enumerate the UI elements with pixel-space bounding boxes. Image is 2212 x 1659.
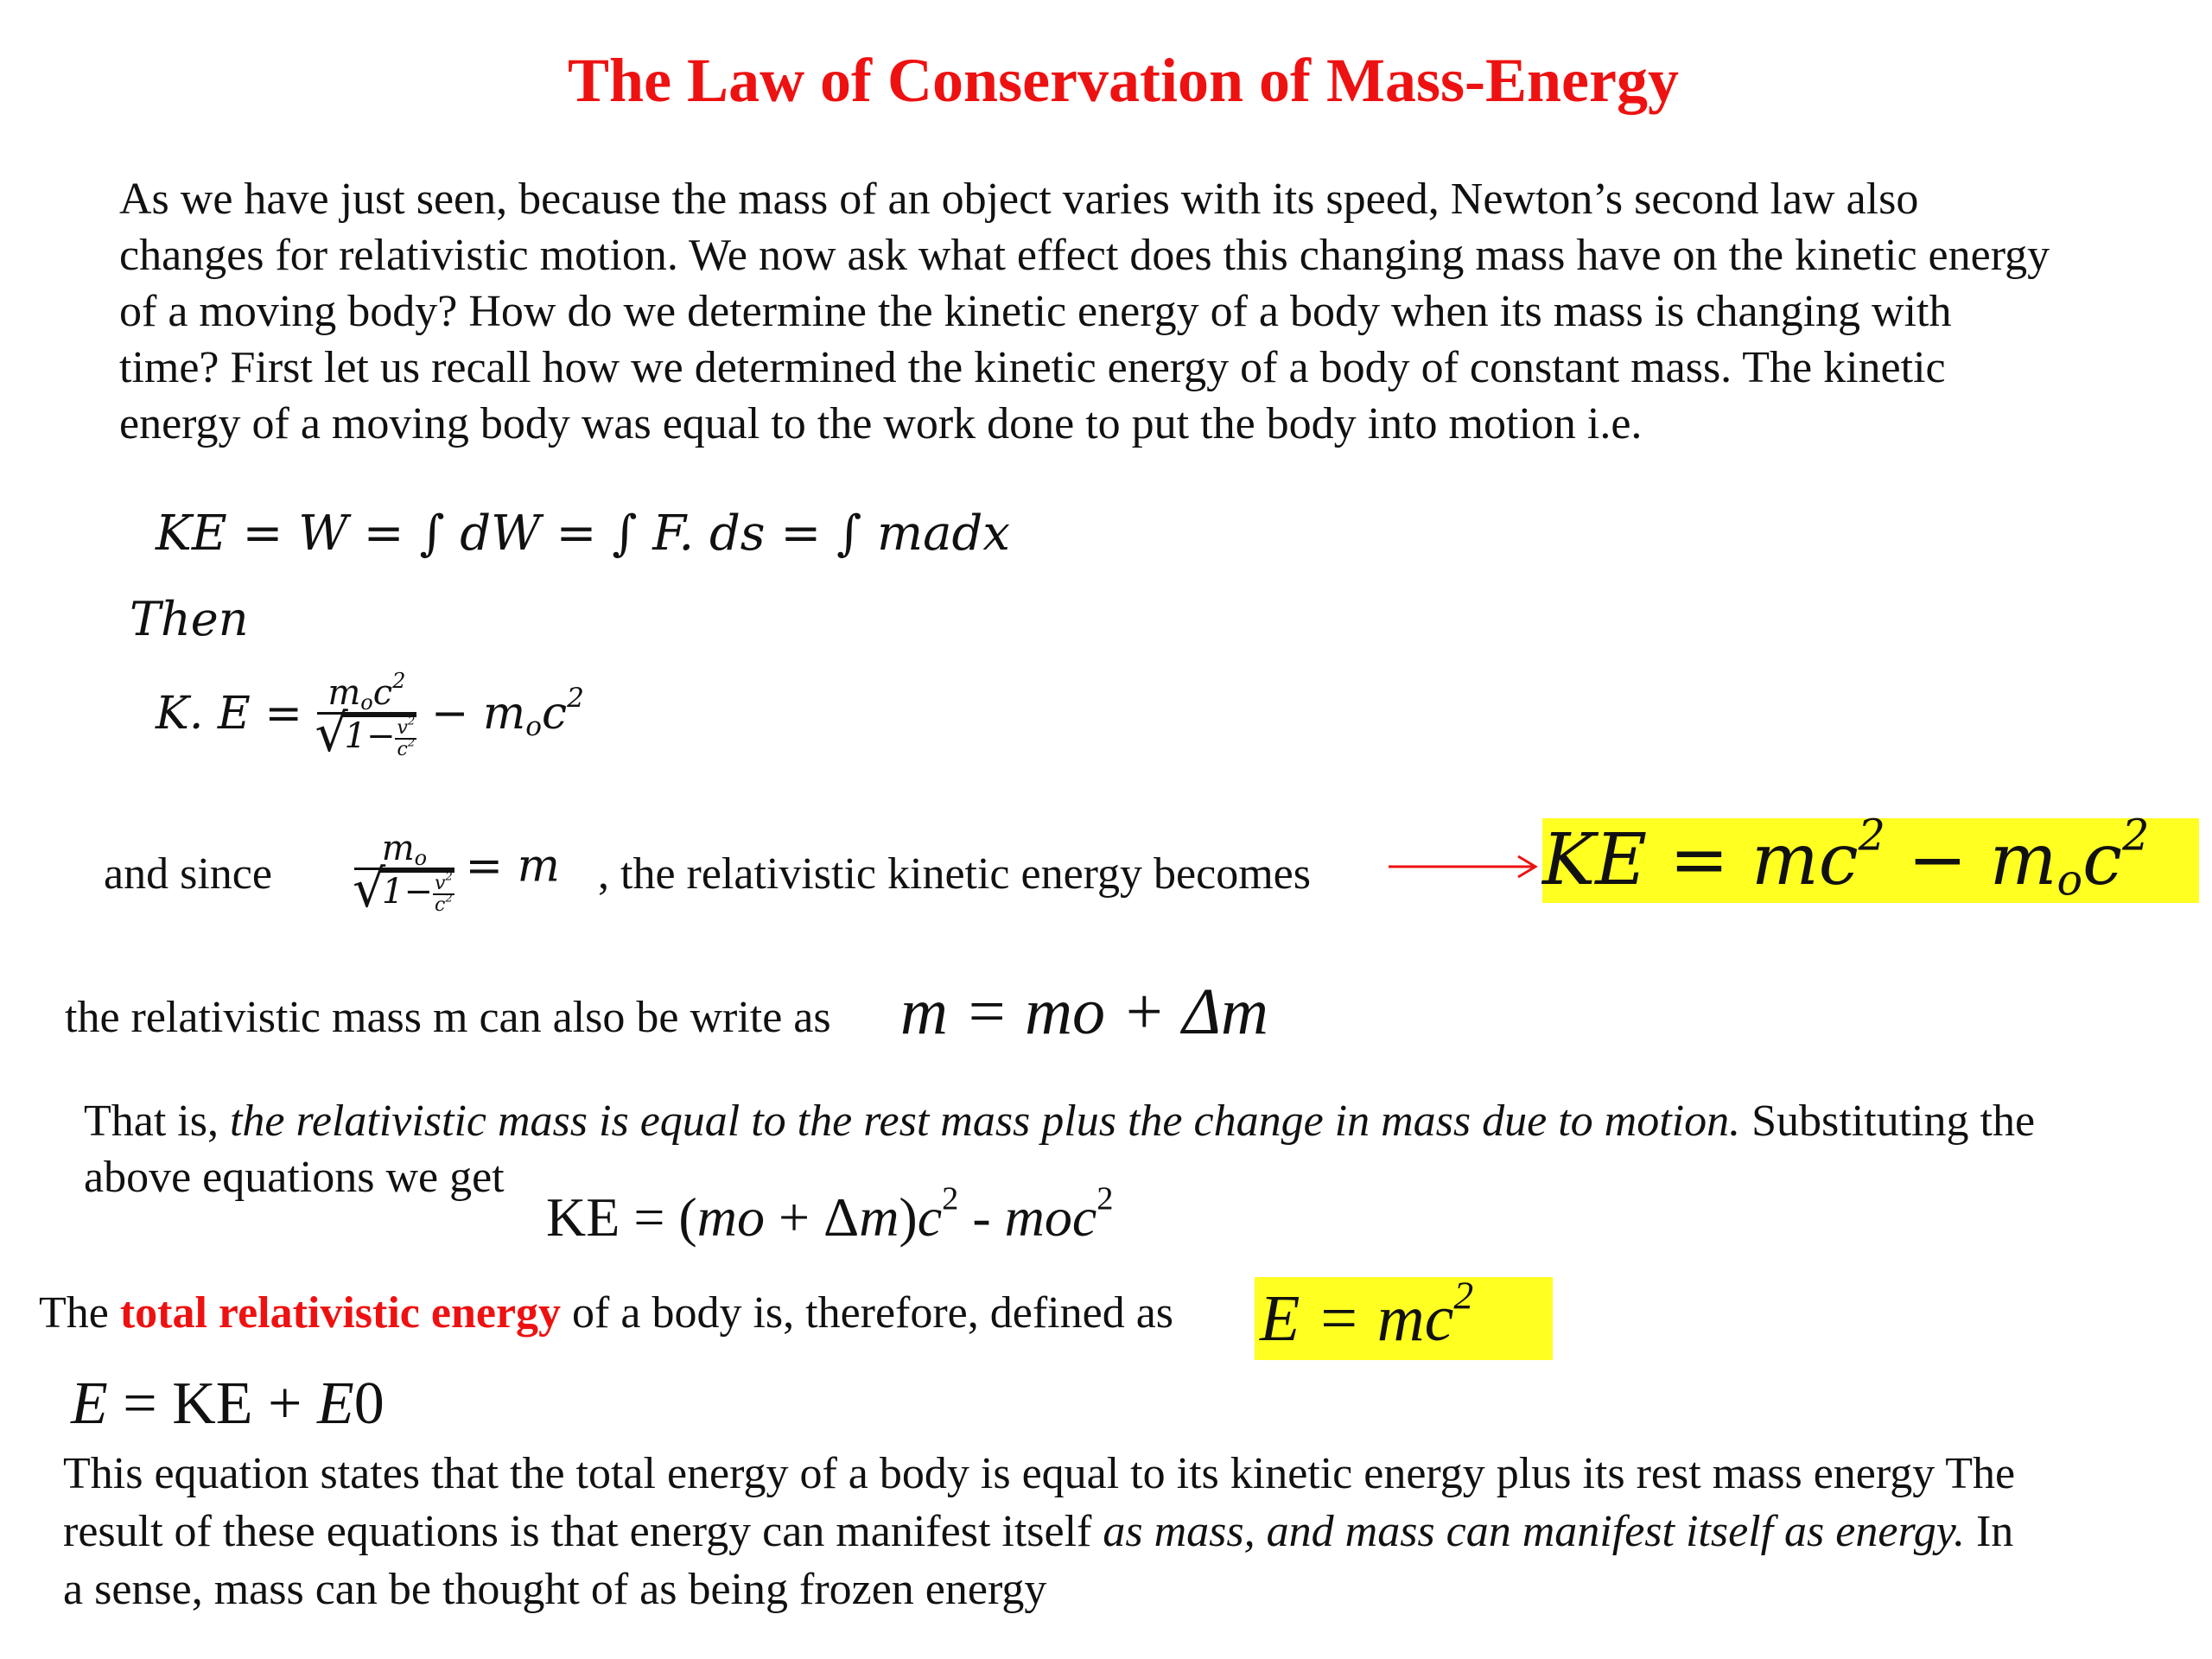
total-formula: E = mc <box>1260 1282 1454 1355</box>
sub-m2: m <box>859 1186 899 1248</box>
ke-num-sub: o <box>360 690 373 715</box>
intro-line: energy of a moving body was equal to the work done to put the body into motion i.e. <box>119 399 1643 448</box>
total-energy-line <box>39 1287 1173 1338</box>
and-since-label: and since <box>104 849 272 899</box>
eq-zero: 0 <box>353 1370 385 1437</box>
intro-line: changes for relativistic motion. We now ask what effect does this changing mass have on the kinetic energy <box>119 231 2050 280</box>
intro-line: As we have just seen, because the mass of an object varies with its speed, Newton’s second law also <box>119 175 1919 224</box>
sub-plus: + Δ <box>764 1186 860 1248</box>
hl-ke-lhs: KE = mc <box>1542 819 1859 901</box>
ke-sqrt <box>341 715 417 760</box>
ke-minus-m: − m <box>430 688 526 741</box>
ke-minus-sub: o <box>525 710 543 742</box>
ke-num-c: c <box>372 673 393 713</box>
sub-pow1: 2 <box>942 1180 959 1217</box>
eq-e: E <box>71 1370 108 1437</box>
closing-line2c: In <box>1964 1507 2014 1556</box>
since-rad-v: v <box>434 872 446 894</box>
ke-rad-pow: 2 <box>407 715 416 728</box>
intro-line: time? First let us recall how we determined the kinetic energy of a body of constant mass. The kinetic <box>119 343 1946 392</box>
sub-dash: - <box>958 1186 1005 1248</box>
sub-c1: c <box>917 1186 943 1248</box>
since-rad-pow: 2 <box>445 870 453 884</box>
sub-m3: moc <box>1004 1186 1097 1248</box>
ke-minus-c: c <box>542 688 568 741</box>
that-is-line2: above equations we get <box>84 1153 505 1202</box>
total-tail: of a body is, therefore, defined as <box>561 1288 1174 1338</box>
since-rad-c: c <box>435 894 446 916</box>
total-energy-equation <box>71 1370 385 1439</box>
closing-line2b: as mass, and mass can manifest itself as energy. <box>1103 1507 1965 1556</box>
since-eq-m: = m <box>465 840 560 893</box>
hl-ke-pow2: 2 <box>2122 810 2150 861</box>
ke-num-pow: 2 <box>392 668 406 693</box>
hl-ke-sub: o <box>2056 855 2083 906</box>
highlighted-e-formula <box>1255 1273 1553 1360</box>
that-is-line <box>84 1093 2106 1149</box>
intro-paragraph <box>119 171 2131 452</box>
page-title: The Law of Conservation of Mass-Energy <box>568 46 1679 115</box>
since-num-sub: o <box>414 846 428 870</box>
that-is-lead: That is, <box>84 1096 230 1146</box>
total-pow: 2 <box>1453 1273 1474 1318</box>
since-rad-pow2: 2 <box>445 892 453 906</box>
since-num-m: m <box>381 829 415 868</box>
that-is-italic: the relativistic mass is equal to the rest mass plus the change in mass due to motion. <box>229 1096 1741 1146</box>
closing-line <box>63 1503 2166 1560</box>
ke-rad-one: 1− <box>344 716 396 756</box>
total-bold: total relativistic energy <box>119 1288 562 1338</box>
ke-rad-pow2: 2 <box>407 736 416 750</box>
that-is-tail: Substituting the <box>1740 1096 2036 1146</box>
since-rad-one: 1− <box>382 872 433 912</box>
total-lead: The <box>39 1288 120 1338</box>
ke-rad-v: v <box>397 716 408 739</box>
eq-e0: E <box>317 1370 354 1437</box>
eq-mid: = KE + <box>107 1370 318 1437</box>
mass-formula: m = mo + Δm <box>900 976 1268 1048</box>
hl-ke-c: c <box>2082 819 2123 901</box>
intro-line: of a moving body? How do we determine the kinetic energy of a body when its mass is changing with <box>119 287 1952 336</box>
then-label: Then <box>130 592 249 646</box>
ke-num-m: m <box>327 673 361 713</box>
ke-fraction <box>317 668 417 760</box>
substituted-equation <box>546 1180 1114 1249</box>
relativistic-mass-fraction <box>354 830 560 915</box>
hl-ke-minus: − m <box>1885 819 2057 901</box>
work-equation: KE = W = ∫ dW = ∫ F. ds = ∫ madx <box>156 505 1010 562</box>
closing-line: a sense, mass can be thought of as being frozen energy <box>63 1565 1047 1614</box>
sub-close: ) <box>899 1186 918 1248</box>
highlighted-ke-formula <box>1542 810 2199 906</box>
closing-line2a: result of these equations is that energy can manifest itself <box>63 1507 1103 1556</box>
sub-ke: KE = ( <box>546 1186 697 1248</box>
sub-pow2: 2 <box>1096 1180 1114 1217</box>
arrow-icon <box>1387 849 1542 884</box>
ke-lhs: K. E = <box>156 688 302 741</box>
since-fraction <box>354 830 454 915</box>
hl-ke-pow: 2 <box>1858 810 1885 861</box>
closing-line: This equation states that the total energy of a body is equal to its kinetic energy plus its rest mass energy The <box>63 1449 2016 1498</box>
since-text: , the relativistic kinetic energy becomes <box>598 849 1311 899</box>
closing-paragraph <box>63 1445 2166 1618</box>
sub-m1: mo <box>696 1186 765 1248</box>
mass-line-text: the relativistic mass m can also be write as <box>65 993 831 1042</box>
kinetic-energy-equation <box>156 668 584 760</box>
since-sqrt <box>378 870 454 915</box>
ke-minus-pow: 2 <box>567 683 584 715</box>
ke-rad-c: c <box>397 739 408 760</box>
